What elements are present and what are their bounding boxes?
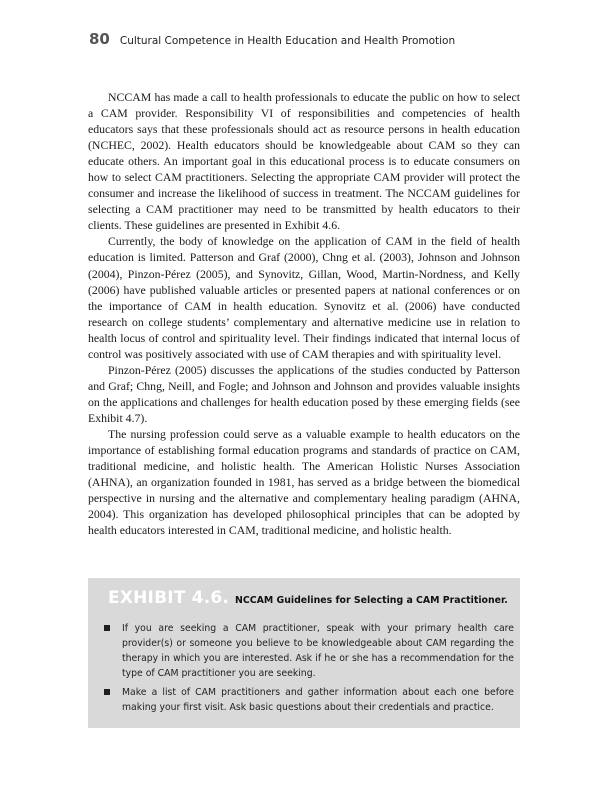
list-item (102, 685, 514, 715)
paragraph: The nursing profession could serve as a valuable example to health educators on the importance of establishing formal education programs and standards of practice on CAM, traditional medicine, and holistic health. The American Holistic Nurses Association (AHNA), an organization founded in 1981, has served as a bridge between the biomedical perspective in nursing and the alternative and complementary healing paradigm (AHNA, 2004). This organization has developed philosophical principles that can be adopted by health educators interested in CAM, traditional medicine, and holistic health. (88, 426, 520, 538)
paragraph: NCCAM has made a call to health professionals to educate the public on how to select a CAM provider. Responsibility VI of responsibilities and competencies of health educators says that these professionals should act as resource persons in health education (NCHEC, 2002). Health educators should be knowledgeable about CAM so they can educate others. An important goal in this educational process is to educate consumers on how to select CAM practitioners. Selecting the appropriate CAM provider will protect the consumer and increase the likelihood of success in treatment. The NCCAM guidelines for selecting a CAM practitioner may need to be transmitted by health educators to their clients. These guidelines are presented in Exhibit 4.6. (88, 90, 520, 233)
square-bullet-icon (104, 625, 110, 631)
exhibit-label: EXHIBIT 4.6. (108, 588, 230, 608)
paragraph: Currently, the body of knowledge on the application of CAM in the field of health education is limited. Patterson and Graf (2000), Chng et al. (2003), Johnson and Johnson (2004), Pinzon-Pérez (2005), and Synovitz, Gillan, Wood, Martin-Nordness, and Kelly (2006) have published valuable articles or presented papers at national conferences or on the importance of CAM in health education. Synovitz et al. (2006) have conducted research on college students’ complementary and alternative medicine use in relation to health locus of control and spirituality level. Their findings indicated that internal locus of control was positively associated with use of CAM therapies and with spirituality level. (88, 234, 520, 361)
page-number: 80 (89, 30, 110, 48)
list-item (102, 621, 514, 681)
exhibit-box (88, 578, 520, 728)
exhibit-list (102, 621, 514, 719)
body-text (88, 89, 520, 538)
paragraph: Pinzon-Pérez (2005) discusses the applications of the studies conducted by Patterson and Graf; Chng, Neill, and Fogle; and Johnson and Johnson and provides valuable insights on the applications and challenges for health education posed by these emerging fields (see Exhibit 4.7). (88, 362, 520, 425)
square-bullet-icon (104, 689, 110, 695)
list-item-text: Make a list of CAM practitioners and gather information about each one before making your first visit. Ask basic questions about their credentials and practice. (122, 687, 514, 713)
running-header (89, 30, 559, 54)
exhibit-heading (108, 588, 514, 608)
exhibit-title: NCCAM Guidelines for Selecting a CAM Practitioner. (235, 595, 508, 606)
running-title: Cultural Competence in Health Education and Health Promotion (119, 35, 456, 47)
list-item-text: If you are seeking a CAM practitioner, speak with your primary health care provider(s) or someone you believe to be knowledgeable about CAM regarding the therapy in which you are interested. Ask if he or she has a recommendation for the type of CAM practitioner you are seeking. (122, 623, 514, 679)
